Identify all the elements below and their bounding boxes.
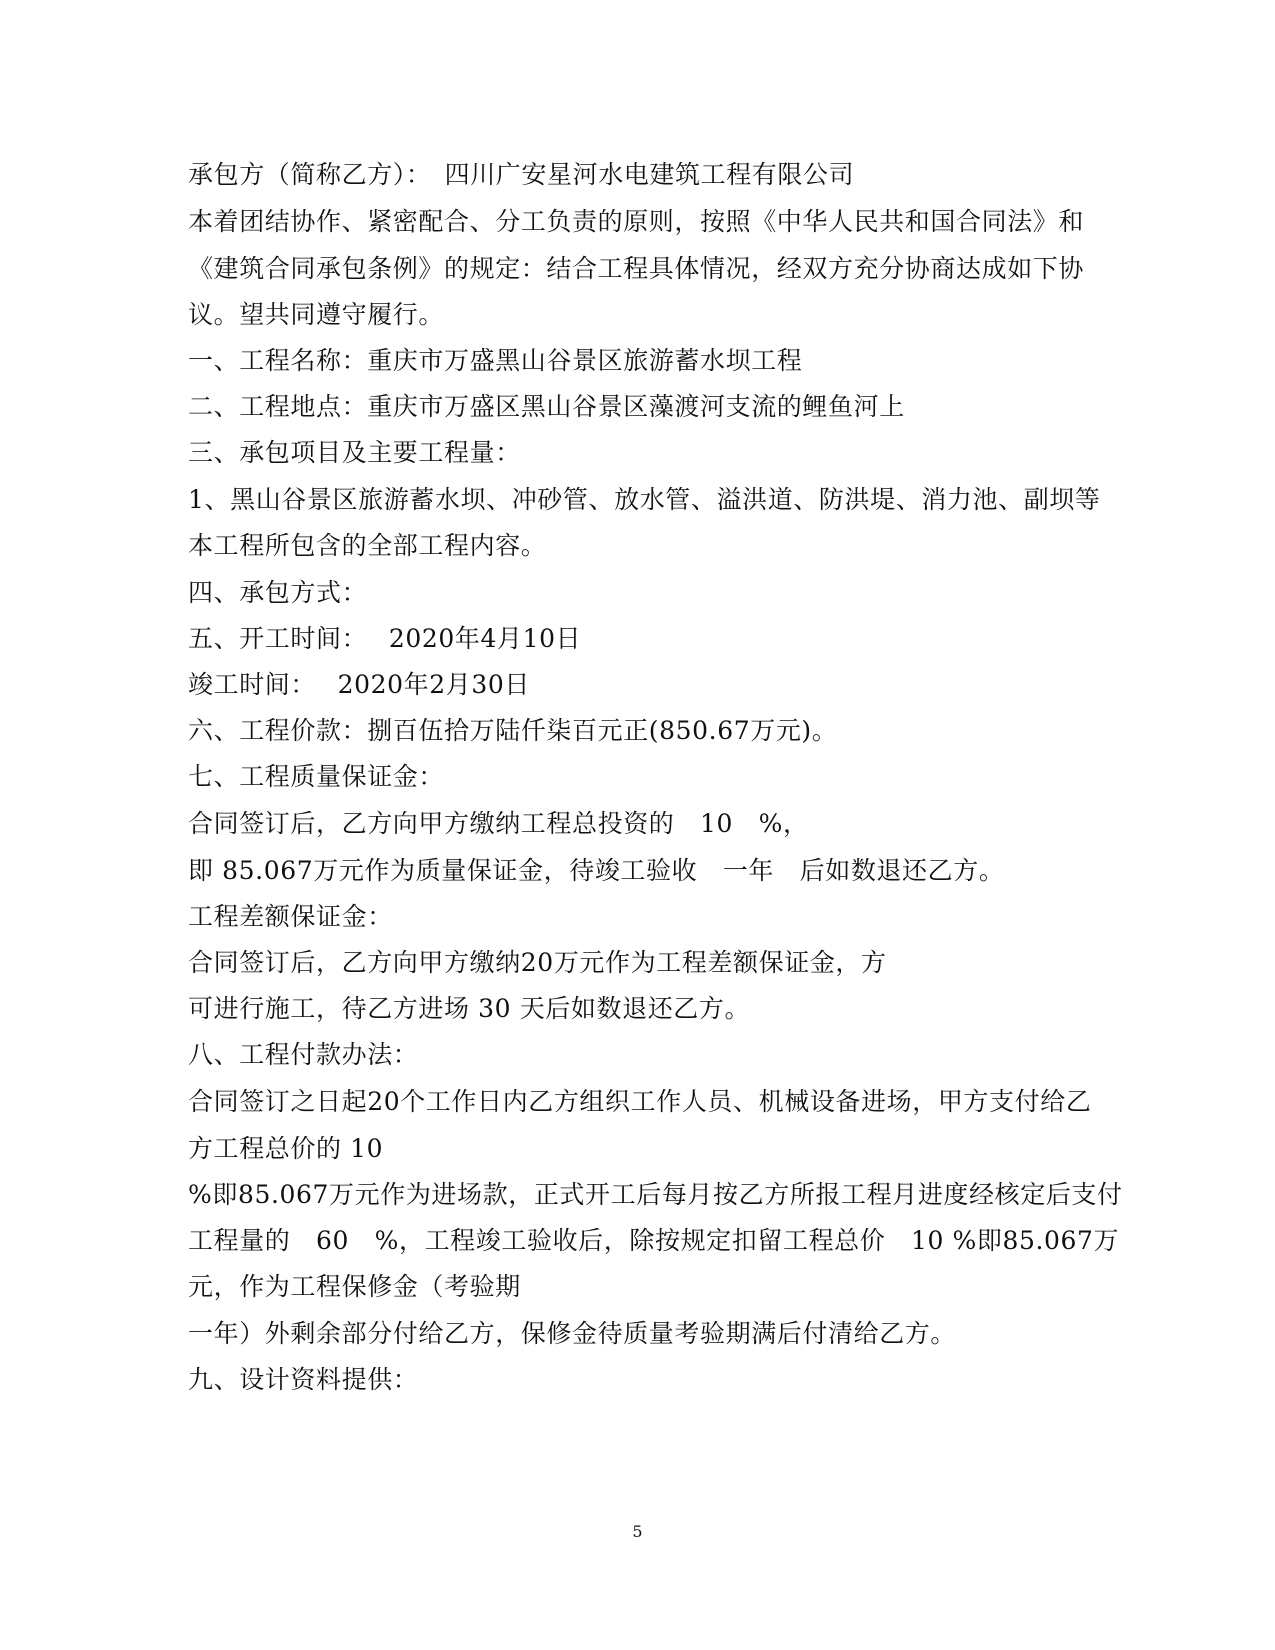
text-line: 1、黑山谷景区旅游蓄水坝、冲砂管、放水管、溢洪道、防洪堤、消力池、副坝等 bbox=[188, 485, 1101, 514]
text-line: 《建筑合同承包条例》的规定：结合工程具体情况，经双方充分协商达成如下协 bbox=[188, 254, 1085, 283]
text-line: %即85.067万元作为进场款，正式开工后每月按乙方所报工程月进度经核定后支付 bbox=[188, 1180, 1123, 1209]
text-line: 元，作为工程保修金（考验期 bbox=[188, 1272, 521, 1301]
text-line: 二、工程地点：重庆市万盛区黑山谷景区藻渡河支流的鲤鱼河上 bbox=[188, 392, 905, 421]
text-line: 竣工时间： 2020年2月30日 bbox=[188, 670, 530, 699]
text-line: 方工程总价的 10 bbox=[188, 1134, 384, 1163]
text-line: 承包方（简称乙方）： 四川广安星河水电建筑工程有限公司 bbox=[188, 160, 855, 189]
text-line: 工程量的 60 %，工程竣工验收后，除按规定扣留工程总价 10 %即85.067万 bbox=[188, 1226, 1120, 1255]
text-line: 九、设计资料提供： bbox=[188, 1365, 419, 1394]
text-line: 八、工程付款办法： bbox=[188, 1040, 419, 1069]
text-line: 六、工程价款：捌百伍拾万陆仟柒百元正(850.67万元)。 bbox=[188, 716, 838, 745]
text-line: 合同签订后，乙方向甲方缴纳20万元作为工程差额保证金，方 bbox=[188, 948, 887, 977]
text-line: 七、工程质量保证金： bbox=[188, 762, 445, 791]
text-line: 可进行施工，待乙方进场 30 天后如数退还乙方。 bbox=[188, 994, 751, 1023]
text-line: 本工程所包含的全部工程内容。 bbox=[188, 531, 547, 560]
text-line: 即 85.067万元作为质量保证金，待竣工验收 一年 后如数退还乙方。 bbox=[188, 856, 1005, 885]
text-line: 三、承包项目及主要工程量： bbox=[188, 438, 521, 467]
text-line: 一年）外剩余部分付给乙方，保修金待质量考验期满后付清给乙方。 bbox=[188, 1319, 957, 1348]
text-line: 议。望共同遵守履行。 bbox=[188, 300, 445, 329]
page-number: 5 bbox=[632, 1522, 643, 1541]
text-line: 工程差额保证金： bbox=[188, 902, 393, 931]
text-line: 一、工程名称：重庆市万盛黑山谷景区旅游蓄水坝工程 bbox=[188, 346, 803, 375]
text-line: 五、开工时间： 2020年4月10日 bbox=[188, 624, 582, 653]
text-line: 四、承包方式： bbox=[188, 578, 368, 607]
text-line: 合同签订之日起20个工作日内乙方组织工作人员、机械设备进场，甲方支付给乙 bbox=[188, 1087, 1092, 1116]
text-line: 本着团结协作、紧密配合、分工负责的原则，按照《中华人民共和国合同法》和 bbox=[188, 207, 1085, 236]
text-line: 合同签订后，乙方向甲方缴纳工程总投资的 10 %， bbox=[188, 809, 809, 838]
